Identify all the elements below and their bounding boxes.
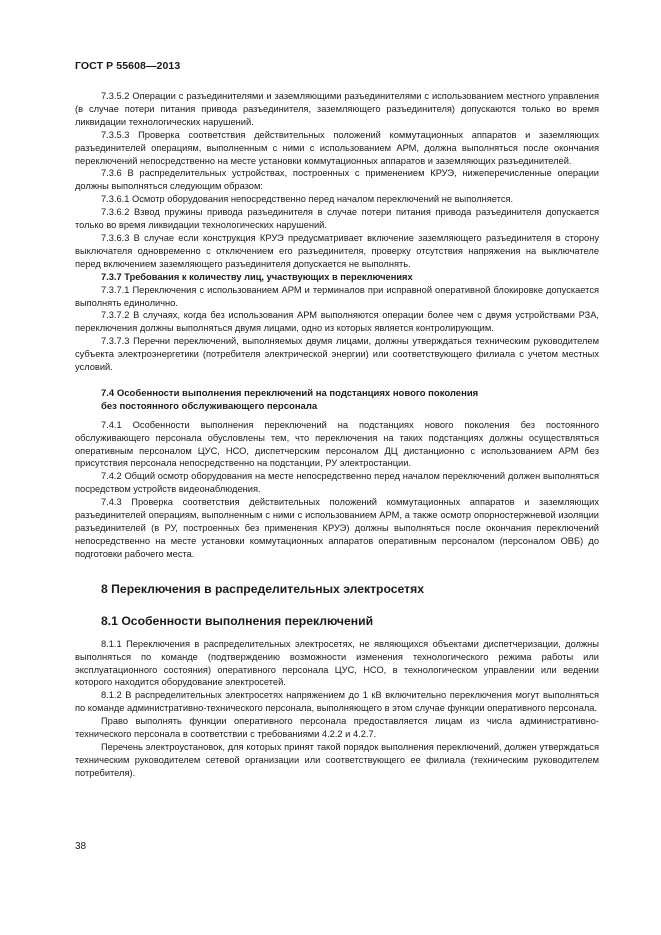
paragraph-7-3-5-3: 7.3.5.3 Проверка соответствия действительных положений коммутационных аппаратов и заземляющих разъединителей операциям, выполненным с ними с использованием АРМ, должна выполняться после окончания переключений непосредственно на месте установки коммутационных аппаратов и заземляющих разъединителей. (75, 129, 599, 166)
paragraph-8-1-2: 8.1.2 В распределительных электросетях напряжением до 1 кВ включительно переключения могут выполняться по команде административно-технического персонала, выполняющего в этом случае функции оперативного персонала. (75, 690, 599, 714)
paragraph-rights: Право выполнять функции оперативного персонала предоставляется лицам из числа административно-технического персонала в соответствии с требованиями 4.2.2 и 4.2.7. (75, 716, 599, 740)
paragraph-7-3-5-2: 7.3.5.2 Операции с разъединителями и заземляющими разъединителями с использованием местного управления (в случае потери питания привода разъединителя, заземляющего разъединителя) допускаются только во время ликвидации технологических нарушений. (75, 91, 599, 127)
paragraph-8-1-1: 8.1.1 Переключения в распределительных электросетях, не являющихся объектами диспетчеризации, должны выполняться по команде (подтверждению возможности изменения технологического режима работы или эксплуатационного состояния) оперативного персонала ЦУС, НСО, в технологическом управлении или ведении которого находится оборудование электросетей. (75, 638, 599, 688)
page-number: 38 (75, 841, 87, 852)
heading-8-1: 8.1 Особенности выполнения переключений (101, 613, 374, 628)
paragraph-7-3-6: 7.3.6 В распределительных устройствах, построенных с применением КРУЭ, нижеперечисленные операции должны выполняться следующим образом: (75, 168, 599, 192)
paragraph-7-4-3: 7.4.3 Проверка соответствия действительных положений коммутационных аппаратов и заземляющих разъединителей операциям, выполненным с ними с использованием АРМ, а также осмотр опорностержневой изоляции разъединителей (в РУ, построенных без применения КРУЭ) должны выполняться после окончания переключений непосредственно на месте установки коммутационных аппаратов оперативным персоналом (персоналом ОВБ) до подготовки рабочего места. (75, 497, 599, 559)
document-body (75, 90, 599, 780)
paragraph-7-4-2: 7.4.2 Общий осмотр оборудования на месте непосредственно перед началом переключений должен выполняться посредством устройств видеонаблюдения. (75, 471, 599, 495)
paragraph-7-3-6-3: 7.3.6.3 В случае если конструкция КРУЭ предусматривает включение заземляющего разъединителя в сторону выключателя одновременно с отключением его разъединителя, проверку отсутствия напряжения на выключателе перед включением заземляющего разъединителя допускается не выполнять. (75, 232, 599, 269)
paragraph-7-3-7-2: 7.3.7.2 В случаях, когда без использования АРМ выполняются операции более чем с двумя устройствами РЗА, переключения должны выполняться двумя лицами, одно из которых является контролирующим. (75, 310, 599, 334)
heading-section-8: 8 Переключения в распределительных электросетях (101, 581, 425, 596)
document-header: ГОСТ Р 55608—2013 (75, 60, 181, 72)
heading-7-3-7: 7.3.7 Требования к количеству лиц, участвующих в переключениях (101, 271, 413, 282)
heading-7-4-line1: 7.4 Особенности выполнения переключений на подстанциях нового поколения (101, 387, 479, 399)
paragraph-7-3-6-1: 7.3.6.1 Осмотр оборудования непосредственно перед началом переключений не выполняется. (101, 194, 514, 205)
paragraph-7-3-7-3: 7.3.7.3 Перечни переключений, выполняемых двумя лицами, должны утверждаться техническим руководителем субъекта электроэнергетики (потребителя электрической энергии) или соответствующего филиала с учетом местных условий. (75, 336, 599, 373)
heading-7-4 (101, 388, 599, 414)
heading-7-4-line2: без постоянного обслуживающего персонала (101, 400, 318, 412)
paragraph-7-3-6-2: 7.3.6.2 Взвод пружины привода разъединителя в случае потери питания привода разъединителя допускается только во время ликвидации технологических нарушений. (75, 207, 599, 231)
paragraph-7-4-1: 7.4.1 Особенности выполнения переключений на подстанциях нового поколения без постоянного обслуживающего персонала обусловлены тем, что переключения на таких подстанциях должны осуществляться оперативным персоналом ЦУС, НСО, диспетчерским персоналом ДЦ дистанционно с использованием АРМ без присутствия персонала непосредственно на подстанции, РУ электростанции. (75, 419, 599, 469)
paragraph-7-3-7-1: 7.3.7.1 Переключения с использованием АРМ и терминалов при исправной оперативной блокировке допускается выполнять единолично. (75, 284, 599, 308)
paragraph-list: Перечень электроустановок, для которых принят такой порядок выполнения переключений, должен утверждаться техническим руководителем сетевой организации или соответствующего ее филиала (техническим руководителем потребителя). (75, 741, 599, 778)
